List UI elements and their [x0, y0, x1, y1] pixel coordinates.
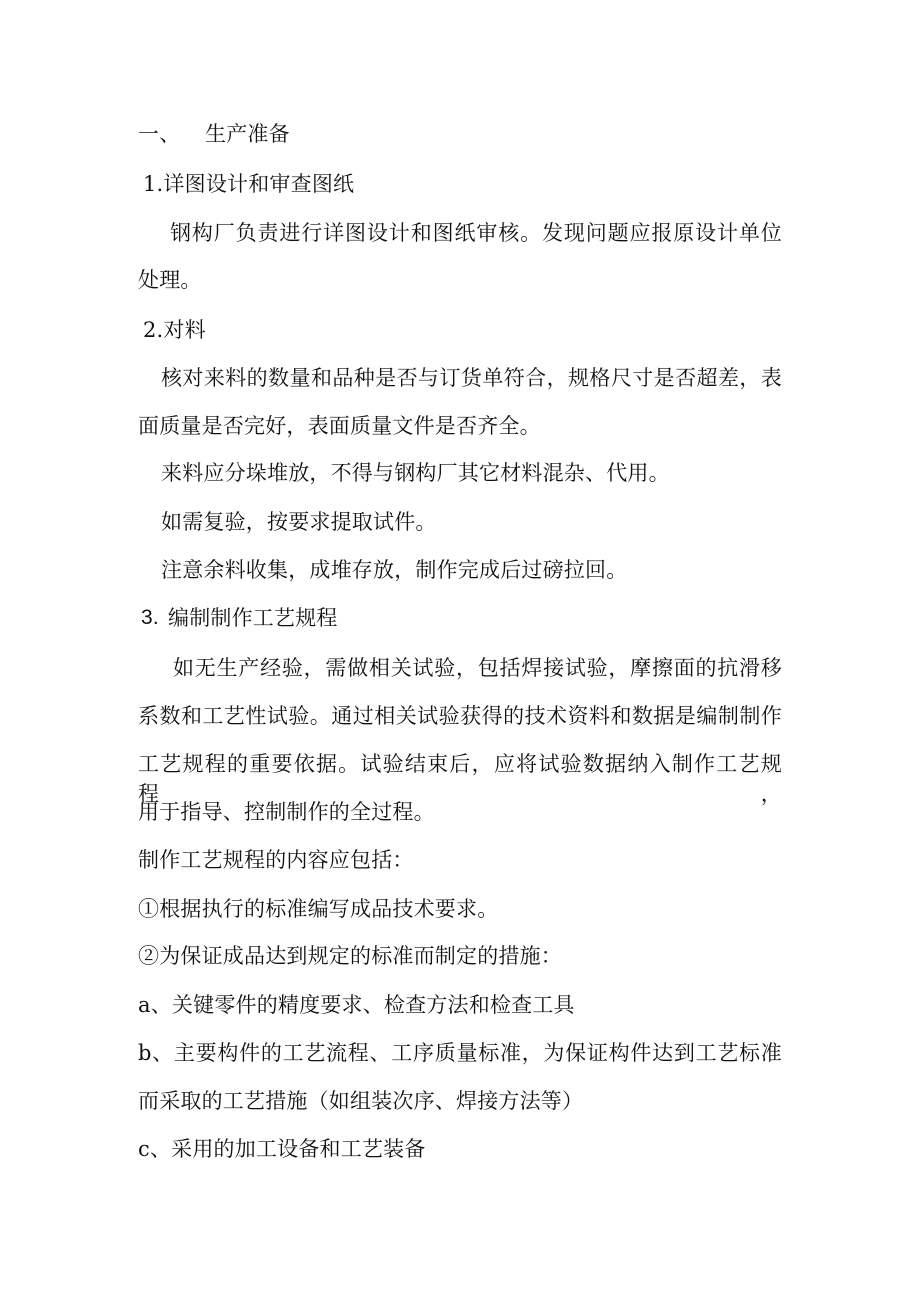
section3-paragraph-line1: 如无生产经验，需做相关试验，包括焊接试验，摩擦面的抗滑移 — [173, 656, 782, 680]
list-item-2: ②为保证成品达到规定的标准而制定的措施： — [138, 944, 562, 968]
section2-paragraph2: 来料应分垛堆放，不得与钢构厂其它材料混杂、代用。 — [161, 461, 670, 485]
section2-paragraph1-line1: 核对来料的数量和品种是否与订货单符合，规格尺寸是否超差，表 — [161, 366, 782, 390]
list-item-c: c、采用的加工设备和工艺装备 — [138, 1137, 426, 1161]
section2-paragraph4: 注意余料收集，成堆存放，制作完成后过磅拉回。 — [161, 558, 628, 582]
list-item-1: ①根据执行的标准编写成品技术要求。 — [138, 897, 499, 921]
section3-paragraph-line4: 用于指导、控制制作的全过程。 — [138, 800, 435, 824]
list-item-b-line1: b、主要构件的工艺流程、工序质量标准，为保证构件达到工艺标准 — [138, 1041, 782, 1065]
section3-paragraph-line2: 系数和工艺性试验。通过相关试验获得的技术资料和数据是编制制作 — [138, 704, 782, 728]
section2-paragraph1-line2: 面质量是否完好，表面质量文件是否齐全。 — [138, 414, 541, 438]
list-item-b-line2: 而采取的工艺措施（如组装次序、焊接方法等） — [138, 1089, 584, 1113]
section1-paragraph-line2: 处理。 — [138, 268, 202, 292]
section3-title: 编制制作工艺规程 — [168, 606, 338, 630]
section2-title: 2.对料 — [143, 318, 206, 342]
section2-paragraph3: 如需复验，按要求提取试件。 — [161, 510, 437, 534]
section3-number: 3. — [141, 606, 159, 629]
section1-title: 1.详图设计和审查图纸 — [143, 172, 355, 196]
section3-paragraph-line3: 工艺规程的重要依据。试验结束后，应将试验数据纳入制作工艺规程， — [138, 752, 782, 806]
section1-paragraph-line1: 钢构厂负责进行详图设计和图纸审核。发现问题应报原设计单位 — [170, 221, 782, 245]
list-item-a: a、关键零件的精度要求、检查方法和检查工具 — [138, 993, 575, 1017]
heading-title: 生产准备 — [205, 122, 290, 146]
contents-intro: 制作工艺规程的内容应包括： — [138, 848, 414, 872]
heading-number: 一、 — [138, 122, 181, 146]
